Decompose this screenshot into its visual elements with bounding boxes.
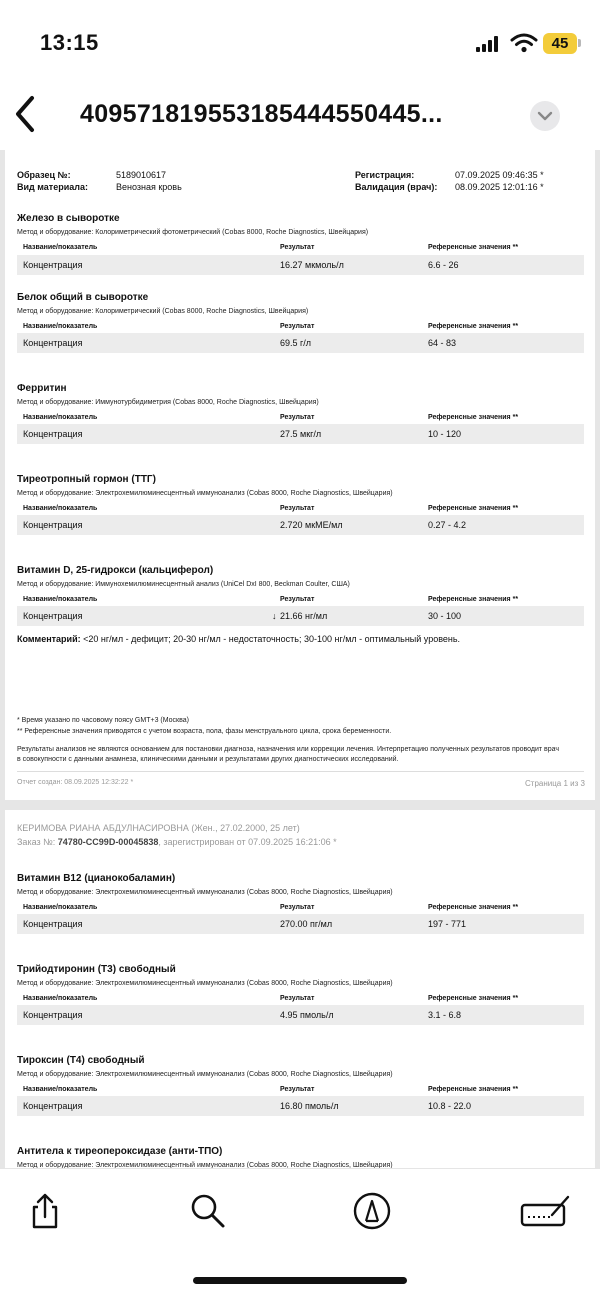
col-name-header: Название/показатель: [23, 596, 98, 603]
row-result: 16.27 мкмоль/л: [280, 260, 344, 270]
col-ref-header: Референсные значения **: [428, 1086, 519, 1093]
table-row: [17, 606, 584, 626]
comment-label: Комментарий:: [17, 634, 81, 644]
low-arrow-icon: ↓: [272, 611, 277, 621]
test-method: Метод и оборудование: Иммунохемилюминесцентный анализ (UniCel DxI 800, Beckman Coulter, США): [17, 581, 350, 588]
row-ref: 3.1 - 6.8: [428, 1010, 462, 1020]
status-bar: [0, 0, 600, 80]
col-ref-header: Референсные значения **: [428, 414, 519, 421]
test-title: Белок общий в сыворотке: [17, 292, 149, 303]
order-number: 74780-CC99D-00045838: [57, 837, 159, 847]
footer-divider: [17, 771, 584, 772]
col-result-header: Результат: [280, 244, 315, 251]
table-row: [17, 424, 584, 444]
home-indicator[interactable]: [193, 1277, 407, 1284]
test-title: Тиреотропный гормон (ТТГ): [17, 474, 156, 485]
test-title: Трийодтиронин (Т3) свободный: [17, 964, 176, 975]
table-row: [17, 1005, 584, 1025]
row-result: 16.80 пмоль/л: [280, 1101, 339, 1111]
sample-value: 5189010617: [116, 170, 167, 180]
col-result-header: Результат: [280, 995, 315, 1002]
test-method: Метод и оборудование: Колориметрический фотометрический (Cobas 8000, Roche Diagnostics, Швейцария): [17, 229, 369, 236]
row-result: 27.5 мкг/л: [280, 429, 322, 439]
col-name-header: Название/показатель: [23, 414, 98, 421]
test-method: Метод и оборудование: Электрохемилюминесцентный иммуноанализ (Cobas 8000, Roche Diagnostics, Швейцария): [17, 1071, 393, 1078]
pdf-page-2: [5, 810, 595, 1168]
col-ref-header: Референсные значения **: [428, 596, 519, 603]
row-name: Концентрация: [23, 429, 83, 439]
patient-info: КЕРИМОВА РИАНА АБДУЛНАСИРОВНА (Жен., 27.02.2000, 25 лет): [17, 823, 300, 833]
row-name: Концентрация: [23, 919, 83, 929]
disclaimer-line-1: Результаты анализов не являются основанием для постановки диагноза, назначения или коррекции лечения. Интерпретацию полученных результатов проводит врач: [17, 746, 560, 753]
test-method: Метод и оборудование: Колориметрический (Cobas 8000, Roche Diagnostics, Швейцария): [17, 308, 309, 315]
report-created: Отчет создан: 08.09.2025 12:32:22 *: [17, 779, 134, 786]
col-name-header: Название/показатель: [23, 904, 98, 911]
footnote-time: * Время указано по часовому поясу GMT+3 (Москва): [17, 717, 189, 724]
row-result: 21.66 нг/мл: [280, 611, 328, 621]
comment-text: <20 нг/мл - дефицит; 20-30 нг/мл - недостаточность; 30-100 нг/мл - оптимальный уровень.: [83, 634, 461, 644]
validation-value: 08.09.2025 12:01:16 *: [455, 182, 544, 192]
sample-label: Образец №:: [17, 170, 71, 180]
registration-value: 07.09.2025 09:46:35 *: [455, 170, 544, 180]
document-nav-bar: [0, 80, 600, 150]
col-result-header: Результат: [280, 904, 315, 911]
row-name: Концентрация: [23, 338, 83, 348]
col-ref-header: Референсные значения **: [428, 995, 519, 1002]
test-method: Метод и оборудование: Электрохемилюминесцентный иммуноанализ (Cobas 8000, Roche Diagnostics, Швейцария): [17, 980, 393, 987]
table-row: [17, 914, 584, 934]
share-icon[interactable]: [25, 1191, 65, 1231]
col-ref-header: Референсные значения **: [428, 904, 519, 911]
row-name: Концентрация: [23, 520, 83, 530]
row-ref: 64 - 83: [428, 338, 457, 348]
test-method: Метод и оборудование: Электрохемилюминесцентный иммуноанализ (Cobas 8000, Roche Diagnostics, Швейцария): [17, 490, 393, 497]
markup-icon[interactable]: [352, 1191, 392, 1231]
col-ref-header: Референсные значения **: [428, 505, 519, 512]
order-prefix: Заказ №:: [17, 837, 56, 847]
footnote-reference: ** Референсные значения приводятся с учетом возраста, пола, фазы менструального цикла, срока беременности.: [17, 728, 392, 735]
search-icon[interactable]: [188, 1191, 228, 1231]
row-ref: 6.6 - 26: [428, 260, 459, 270]
row-result: 69.5 г/л: [280, 338, 312, 348]
test-title: Витамин D, 25-гидрокси (кальциферол): [17, 565, 214, 576]
pdf-page-1: [5, 150, 595, 800]
test-title: Витамин B12 (цианокобаламин): [17, 873, 176, 884]
col-name-header: Название/показатель: [23, 323, 98, 330]
order-suffix: , зарегистрирован от 07.09.2025 16:21:06 *: [158, 837, 337, 847]
row-ref: 197 - 771: [428, 919, 467, 929]
wifi-icon: [510, 33, 538, 53]
test-method: Метод и оборудование: Иммунотурбидиметрия (Cobas 8000, Roche Diagnostics, Швейцария): [17, 399, 319, 406]
battery-tip: [578, 39, 581, 47]
material-label: Вид материала:: [17, 182, 88, 192]
col-result-header: Результат: [280, 414, 315, 421]
col-name-header: Название/показатель: [23, 505, 98, 512]
row-name: Концентрация: [23, 1010, 83, 1020]
test-method: Метод и оборудование: Электрохемилюминесцентный иммуноанализ (Cobas 8000, Roche Diagnostics, Швейцария): [17, 1162, 393, 1168]
col-result-header: Результат: [280, 1086, 315, 1093]
page-number: Страница 1 из 3: [525, 779, 585, 788]
comment: [17, 634, 460, 644]
chevron-down-icon: [530, 101, 560, 131]
col-ref-header: Референсные значения **: [428, 244, 519, 251]
test-title: Тироксин (Т4) свободный: [17, 1055, 145, 1066]
table-row: [17, 255, 584, 275]
row-ref: 10 - 120: [428, 429, 462, 439]
disclaimer-line-2: в совокупности с данными анамнеза, клиническими данными и результатами других диагностических исследований.: [17, 756, 399, 763]
pdf-viewer[interactable]: [0, 150, 600, 1168]
table-row: [17, 333, 584, 353]
row-result: 2.720 мкМЕ/мл: [280, 520, 343, 530]
signature-icon[interactable]: [520, 1191, 572, 1231]
col-result-header: Результат: [280, 323, 315, 330]
material-value: Венозная кровь: [116, 182, 182, 192]
col-result-header: Результат: [280, 596, 315, 603]
back-chevron-icon[interactable]: [8, 92, 48, 136]
registration-label: Регистрация:: [355, 170, 415, 180]
row-name: Концентрация: [23, 611, 83, 621]
col-result-header: Результат: [280, 505, 315, 512]
test-title: Антитела к тиреопероксидазе (анти-ТПО): [17, 1146, 223, 1157]
row-name: Концентрация: [23, 1101, 83, 1111]
col-name-header: Название/показатель: [23, 244, 98, 251]
test-title: Ферритин: [17, 383, 67, 394]
order-info: [17, 837, 337, 847]
validation-label: Валидация (врач):: [355, 182, 438, 192]
title-menu-button[interactable]: [530, 101, 560, 131]
test-title: Железо в сыворотке: [17, 213, 120, 224]
table-row: [17, 1096, 584, 1116]
col-ref-header: Референсные значения **: [428, 323, 519, 330]
col-name-header: Название/показатель: [23, 1086, 98, 1093]
col-name-header: Название/показатель: [23, 995, 98, 1002]
row-ref: 30 - 100: [428, 611, 462, 621]
row-name: Концентрация: [23, 260, 83, 270]
document-title[interactable]: 409571819553185444550445...: [80, 100, 443, 128]
row-ref: 10.8 - 22.0: [428, 1101, 472, 1111]
clock: 13:15: [40, 30, 99, 55]
row-ref: 0.27 - 4.2: [428, 520, 467, 530]
test-method: Метод и оборудование: Электрохемилюминесцентный иммуноанализ (Cobas 8000, Roche Diagnostics, Швейцария): [17, 889, 393, 896]
battery-indicator: 45: [543, 33, 577, 54]
table-row: [17, 515, 584, 535]
row-result: 270.00 пг/мл: [280, 919, 333, 929]
row-result: 4.95 пмоль/л: [280, 1010, 334, 1020]
cellular-signal-icon: [476, 36, 502, 52]
